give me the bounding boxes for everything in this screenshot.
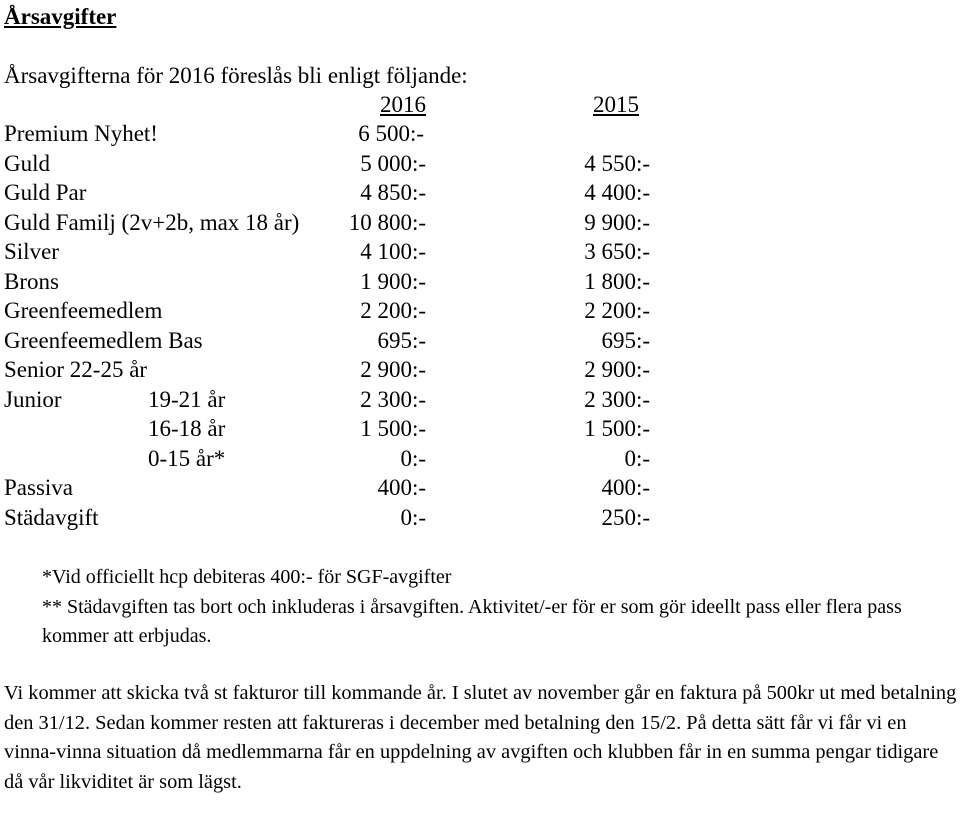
column-header-2015: 2015 — [593, 92, 639, 117]
fee-row — [4, 355, 664, 385]
page-title: Årsavgifter — [4, 4, 117, 29]
fee-row — [4, 473, 664, 503]
footnotes — [42, 563, 952, 652]
fee-label: Guld Familj (2v+2b, max 18 år) — [4, 209, 300, 235]
fee-2016: 4 850:- — [360, 180, 426, 205]
fee-2015: 3 650:- — [584, 239, 650, 264]
fee-row — [4, 414, 664, 444]
fee-table — [4, 119, 664, 532]
fee-label: Städavgift — [4, 504, 99, 530]
fee-label: Junior — [4, 386, 62, 412]
intro-text: Årsavgifterna för 2016 föreslås bli enligt följande: — [4, 63, 468, 88]
fee-2016: 2 900:- — [360, 357, 426, 382]
fee-2015: 1 800:- — [584, 268, 650, 294]
fee-label: Guld Par — [4, 180, 87, 205]
fee-2015: 250:- — [601, 504, 650, 530]
fee-sublabel: 0-15 år* — [148, 445, 226, 471]
fee-2015: 9 900:- — [584, 209, 650, 235]
fee-2016: 10 800:- — [348, 209, 426, 235]
fee-label: Premium Nyhet! — [4, 121, 158, 146]
fee-2015: 2 900:- — [584, 357, 650, 382]
fee-row — [4, 326, 664, 356]
fee-row — [4, 119, 664, 149]
fee-row — [4, 385, 664, 415]
fee-2016: 0:- — [400, 445, 426, 471]
footnote-stadavgift: ** Städavgiften tas bort och inkluderas i årsavgiften. Aktivitet/-er för er som gör ideellt pass eller flera pass kommer att erbjudas. — [42, 595, 902, 647]
fee-2016: 400:- — [377, 475, 426, 500]
fee-2016: 695:- — [377, 327, 426, 353]
fee-2015: 2 300:- — [584, 386, 650, 412]
fee-row — [4, 296, 664, 326]
fee-2015: 400:- — [601, 475, 650, 500]
fee-row — [4, 237, 664, 267]
footnote-hcp: *Vid officiellt hcp debiteras 400:- för SGF-avgifter — [42, 566, 452, 588]
fee-2016: 1 500:- — [360, 416, 426, 441]
fee-2016: 5 000:- — [360, 150, 426, 176]
fee-2016: 4 100:- — [360, 239, 426, 264]
fee-2015: 1 500:- — [584, 416, 650, 441]
fee-2016: 2 200:- — [360, 298, 426, 323]
fee-2015: 4 550:- — [584, 150, 650, 176]
fee-sublabel: 19-21 år — [148, 386, 226, 412]
fee-2015: 2 200:- — [584, 298, 650, 323]
fee-label: Brons — [4, 268, 59, 294]
fee-2015: 695:- — [601, 327, 650, 353]
invoice-paragraph: Vi kommer att skicka två st fakturor till kommande år. I slutet av november går en faktura på 500kr ut med betalning den 31/12. Sedan kommer resten att faktureras i december med betalning den 15/2. På detta sätt får vi får vi en vinna-vinna situation då medlemmarna får en uppdelning av avgiften och klubben får in en summa pengar tidigare då vår likviditet är som lägst. — [4, 682, 957, 793]
fee-2016: 6 500:- — [358, 121, 424, 146]
fee-2016: 2 300:- — [360, 386, 426, 412]
fee-label: Greenfeemedlem Bas — [4, 327, 203, 353]
fee-2016: 0:- — [400, 504, 426, 530]
column-header-2016: 2016 — [380, 92, 426, 117]
fee-label: Greenfeemedlem — [4, 298, 163, 323]
fee-row — [4, 503, 664, 533]
fee-2015: 4 400:- — [584, 180, 650, 205]
fee-label: Guld — [4, 150, 50, 176]
fee-2015: 0:- — [624, 445, 650, 471]
fee-label: Passiva — [4, 475, 73, 500]
fee-2016: 1 900:- — [360, 268, 426, 294]
fee-row — [4, 178, 664, 208]
fee-row — [4, 149, 664, 179]
fee-row — [4, 208, 664, 238]
fee-label: Silver — [4, 239, 59, 264]
fee-label: Senior 22-25 år — [4, 357, 148, 382]
fee-row — [4, 267, 664, 297]
fee-row — [4, 444, 664, 474]
fee-sublabel: 16-18 år — [148, 416, 226, 441]
